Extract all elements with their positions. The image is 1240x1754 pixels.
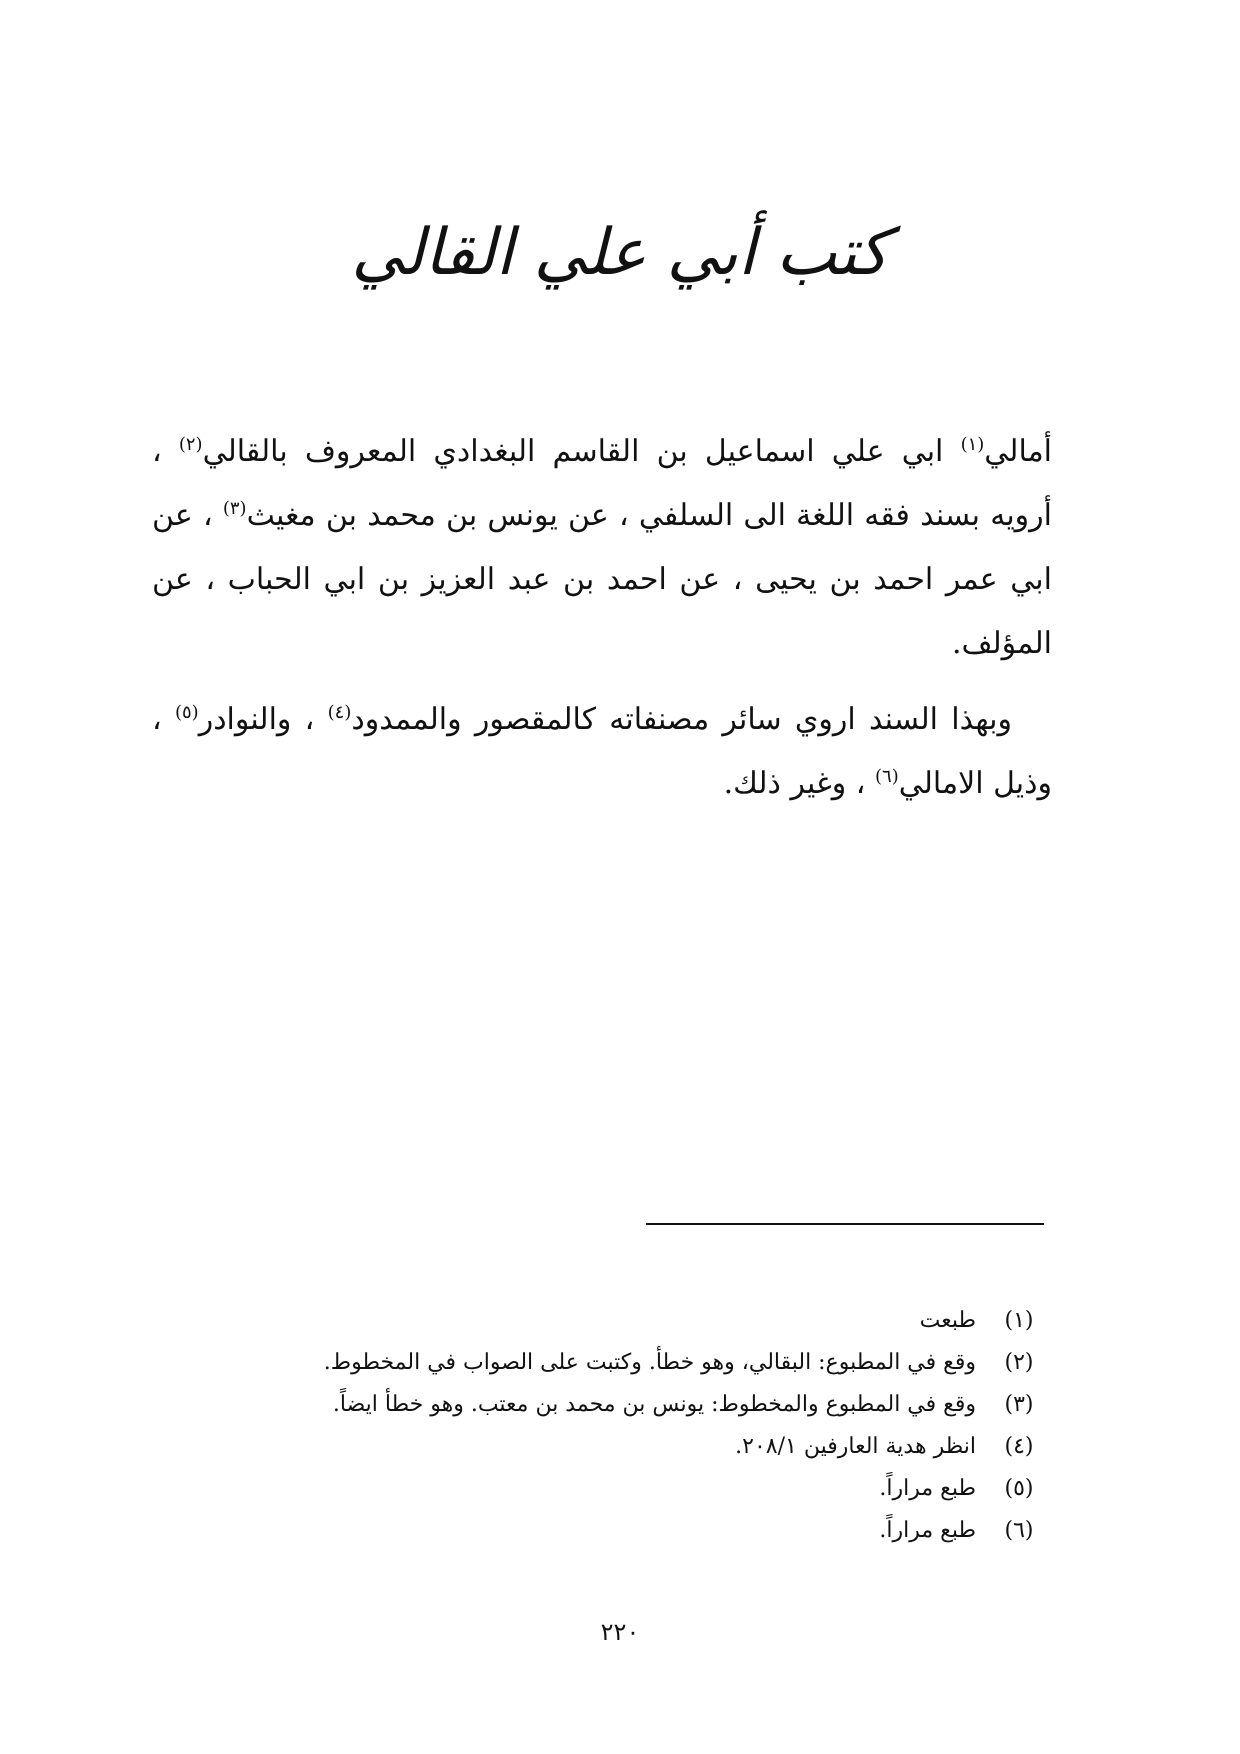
- footnote-ref: (٥): [174, 702, 199, 723]
- footnote-number: (١): [1004, 1308, 1034, 1333]
- paragraph-1: [152, 420, 1052, 676]
- text-run: ، أرويه بسند فقه اللغة الى السلفي ، عن يونس بن محمد بن مغيث: [152, 434, 1052, 533]
- footnote-number: (٢): [1004, 1350, 1034, 1375]
- footnote-4: [200, 1426, 1044, 1468]
- text-run: ، والنوادر: [198, 702, 328, 737]
- footnote-text: طبع مراراً.: [879, 1518, 976, 1543]
- footnote-separator: [646, 1223, 1044, 1225]
- footnote-text: وقع في المطبوع: البقالي، وهو خطأ. وكتبت على الصواب في المخطوط.: [323, 1350, 976, 1375]
- page-title: كتب أبي علي القالي: [351, 216, 889, 290]
- footnote-number: (٤): [1004, 1434, 1034, 1459]
- footnote-number: (٦): [1004, 1518, 1034, 1543]
- page-number: ٢٢٠: [600, 1618, 640, 1646]
- text-run: ، عن ابي عمر احمد بن يحيى ، عن احمد بن عبد العزيز بن ابي الحباب ، عن المؤلف.: [152, 498, 1052, 661]
- footnote-ref: (٣): [222, 498, 247, 519]
- footnote-3: [200, 1384, 1044, 1426]
- footnote-2: [200, 1342, 1044, 1384]
- text-run: وبهذا السند اروي سائر مصنفاته كالمقصور والممدود: [351, 702, 1013, 737]
- footnote-number: (٥): [1004, 1476, 1034, 1501]
- footnotes: [200, 1300, 1044, 1552]
- footnote-1: [200, 1300, 1044, 1342]
- footnote-text: طبعت: [919, 1308, 976, 1333]
- footnote-text: طبع مراراً.: [879, 1476, 976, 1501]
- text-run: ابي علي اسماعيل بن القاسم البغدادي المعروف بالقالي: [202, 434, 961, 469]
- footnote-5: [200, 1468, 1044, 1510]
- text-run: ، وذيل الامالي: [152, 702, 1052, 801]
- footnote-6: [200, 1510, 1044, 1552]
- footnote-text: وقع في المطبوع والمخطوط: يونس بن محمد بن معتب. وهو خطأ ايضاً.: [332, 1392, 976, 1417]
- footnote-ref: (١): [960, 434, 985, 455]
- footnote-number: (٣): [1004, 1392, 1034, 1417]
- footnote-ref: (٦): [875, 766, 899, 787]
- text-run: أمالي: [984, 434, 1052, 469]
- main-text: [152, 420, 1052, 828]
- text-run: ، وغير ذلك.: [723, 766, 875, 801]
- paragraph-2: [152, 688, 1052, 816]
- footnote-ref: (٢): [178, 434, 203, 455]
- footnote-text: انظر هدية العارفين ٢٠٨/١.: [735, 1434, 976, 1459]
- footnote-ref: (٤): [327, 702, 352, 723]
